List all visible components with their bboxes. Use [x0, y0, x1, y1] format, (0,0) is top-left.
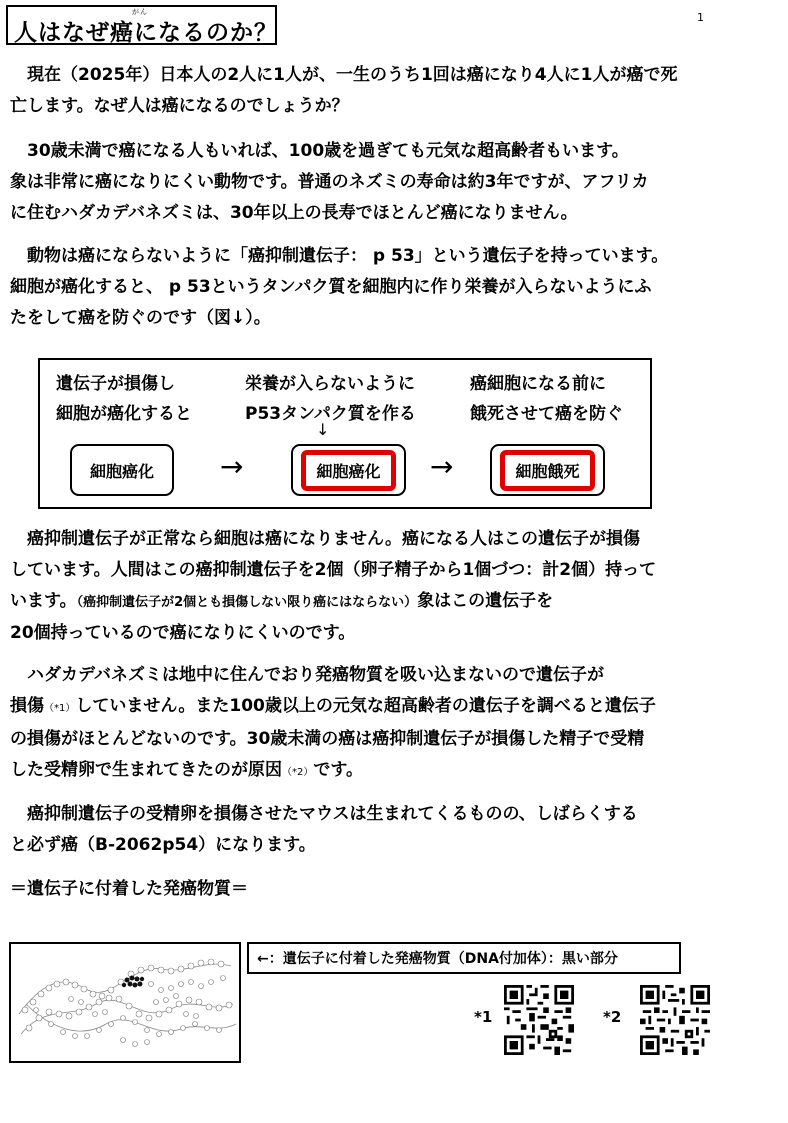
section-heading [10, 874, 730, 905]
box-cell-p53 [291, 444, 406, 496]
footnote-ref-2: （*2） [282, 767, 314, 778]
caption-line: P53タンパク質を作る [245, 404, 416, 424]
box-cell-starved [490, 444, 605, 496]
step1-caption [56, 369, 192, 429]
paragraph-2 [10, 136, 730, 229]
box-label: 細胞癌化 [89, 461, 154, 481]
page-title [14, 8, 278, 47]
figure-caption [247, 942, 681, 974]
text-line: 亡します。なぜ人は癌になるのでしょうか？ [10, 96, 349, 116]
text-span: います。 [10, 591, 77, 611]
caption-line: 細胞が癌化すると [56, 404, 192, 424]
text-line: たをして癌を防ぐのです（図↓）。 [10, 308, 271, 328]
text-line [10, 586, 730, 618]
text-span-small: （癌抑制遺伝子が2個とも損傷しない限り癌にはならない） [76, 595, 418, 610]
right-arrow-icon: → [220, 450, 244, 483]
box-label: 細胞癌化 [316, 461, 381, 481]
text-line: 現在（2025年）日本人の2人に1人が、一生のうち1回は癌になり4人に1人が癌で死 [27, 65, 678, 85]
caption-line: 餓死させて癌を防ぐ [470, 404, 623, 424]
dna-molecule-illustration [11, 944, 239, 1061]
page-title-text: 人はなぜ癌になるのか？ [14, 20, 278, 46]
heading-text: ＝遺伝子に付着した発癌物質＝ [10, 879, 248, 899]
text-span: していません。また100歳以上の元気な超高齢者の遺伝子を調べると遺伝子 [75, 696, 656, 716]
step3-caption [470, 369, 623, 429]
paragraph-1 [10, 60, 730, 122]
text-line: しています。人間はこの癌抑制遺伝子を2個（卵子精子から1個づつ：計2個）持って [10, 560, 657, 580]
title-box [6, 5, 277, 45]
qr-code-1-icon[interactable] [504, 985, 574, 1055]
caption-line: 癌細胞になる前に [470, 374, 606, 394]
caption-line: 栄養が入らないように [245, 374, 415, 394]
text-line: の損傷がほとんどないのです。30歳未満の癌は癌抑制遺伝子が損傷した精子で受精 [10, 729, 645, 749]
red-frame [301, 450, 395, 491]
step2-caption [245, 369, 416, 429]
paragraph-4 [10, 524, 730, 649]
text-line: ハダカデバネズミは地中に住んでおり発癌物質を吸い込まないので遺伝子が [27, 665, 604, 685]
text-span: 象はこの遺伝子を [417, 591, 554, 611]
text-line: 癌抑制遺伝子が正常なら細胞は癌になりません。癌になる人はこの遺伝子が損傷 [27, 529, 641, 549]
page-number: 1 [697, 11, 704, 24]
footnote-ref-1: （*1） [44, 703, 76, 714]
down-arrow-icon: ↓ [316, 420, 330, 439]
qr-code-2-icon[interactable] [640, 985, 710, 1055]
text-line [10, 691, 730, 724]
text-line [10, 755, 730, 788]
paragraph-3 [10, 241, 730, 334]
p53-diagram [38, 358, 652, 509]
qr-label-2: *2 [603, 1008, 622, 1026]
text-line: と必ず癌（B-2062p54）になります。 [10, 835, 316, 855]
paragraph-5 [10, 660, 730, 788]
caption-text: ←：遺伝子に付着した発癌物質（DNA付加体）：黒い部分 [257, 951, 618, 967]
text-line: 20個持っているので癌になりにくいのです。 [10, 623, 356, 643]
title-ruby: がん [132, 8, 148, 16]
text-span: 損傷 [10, 696, 44, 716]
right-arrow-icon: → [430, 450, 454, 483]
text-span: した受精卵で生まれてきたのが原因 [10, 760, 282, 780]
text-line: 動物は癌にならないように「癌抑制遺伝子： p 53」という遺伝子を持っています。 [27, 246, 669, 266]
box-label: 細胞餓死 [515, 461, 580, 481]
text-line: 象は非常に癌になりにくい動物です。普通のネズミの寿命は約3年ですが、アフリカ [10, 172, 649, 192]
caption-line: 遺伝子が損傷し [56, 374, 175, 394]
text-line: 癌抑制遺伝子の受精卵を損傷させたマウスは生まれてくるものの、しばらくする [27, 804, 638, 824]
qr-label-1: *1 [474, 1008, 493, 1026]
red-frame [500, 450, 594, 491]
dna-adduct-image [9, 942, 241, 1063]
box-cell-cancerous [70, 444, 174, 496]
adduct-highlight [122, 976, 144, 988]
text-line: 細胞が癌化すると、 p 53というタンパク質を細胞内に作り栄養が入らないようにふ [10, 277, 652, 297]
text-span: です。 [313, 760, 364, 780]
text-line: 30歳未満で癌になる人もいれば、100歳を過ぎても元気な超高齢者もいます。 [27, 141, 629, 161]
paragraph-6 [10, 799, 730, 861]
text-line: に住むハダカデバネズミは、30年以上の長寿でほとんど癌になりません。 [10, 203, 578, 223]
